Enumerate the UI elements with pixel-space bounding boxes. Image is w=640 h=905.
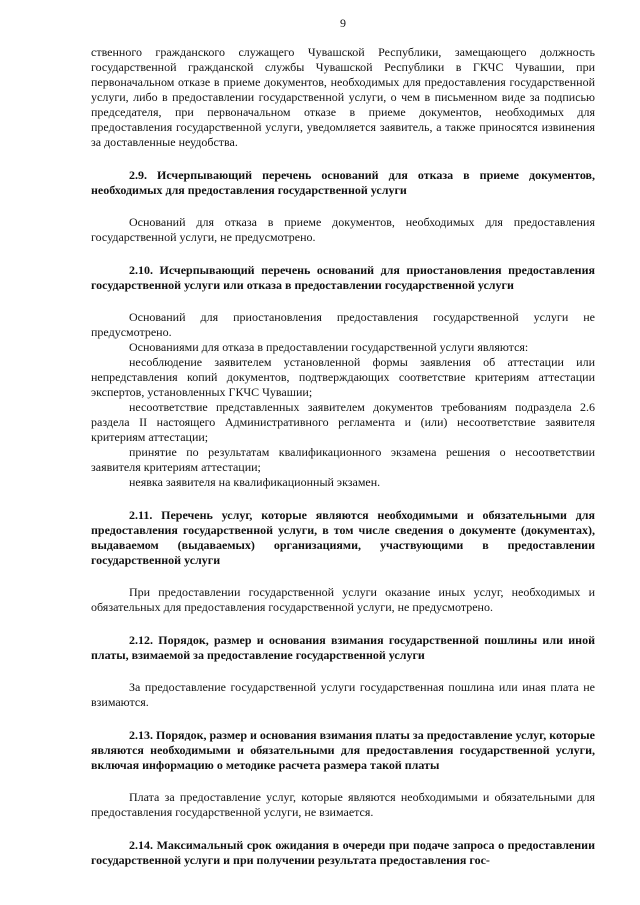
section-heading-2-12: 2.12. Порядок, размер и основания взимания государственной пошлины или иной платы, взимаемой за предоставление государственной услуги [91, 633, 595, 662]
section-2-10-paragraph: неявка заявителя на квалификационный экзамен. [129, 475, 381, 489]
section-2-10-paragraph: Оснований для приостановления предоставления государственной услуги не предусмотрено. [91, 310, 595, 339]
section-2-9-paragraph: Оснований для отказа в приеме документов, необходимых для предоставления государственной услуги, не предусмотрено. [91, 215, 595, 244]
section-heading-2-14: 2.14. Максимальный срок ожидания в очереди при подаче запроса о предоставлении государственной услуги и при получении результата предоставления гос- [91, 838, 595, 867]
section-heading-2-9: 2.9. Исчерпывающий перечень оснований для отказа в приеме документов, необходимых для предоставления государственной услуги [91, 168, 595, 197]
section-heading-2-10: 2.10. Исчерпывающий перечень оснований для приостановления предоставления государственной услуги или отказа в предоставлении государственной услуги [91, 263, 595, 292]
section-2-11-paragraph: При предоставлении государственной услуги оказание иных услуг, необходимых и обязательных для предоставления государственной услуги, не предусмотрено. [91, 585, 595, 614]
section-2-10-paragraph: принятие по результатам квалификационного экзамена решения о несоответствии заявителя критериям аттестации; [91, 445, 595, 474]
section-heading-2-11: 2.11. Перечень услуг, которые являются необходимыми и обязательными для предоставления государственной услуги, в том числе сведения о документе (документах), выдаваемом (выдаваемых) организациями, участвующими в предоставлении государственной услуги [91, 508, 595, 567]
intro-paragraph: ственного гражданского служащего Чувашской Республики, замещающего должность государственной гражданской службы Чувашской Республики в ГКЧС Чувашии, при первоначальном отказе в приеме документов, необходимых для предоставления государственной услуги, либо в предоставлении государственной услуги, о чем в письменном виде за подписью председателя, при первоначальном отказе в приеме документов, необходимых для предоставления государственной услуги, уведомляется заявитель, а также приносятся извинения за доставленные неудобства. [91, 45, 595, 149]
section-heading-2-13: 2.13. Порядок, размер и основания взимания платы за предоставление услуг, которые являются необходимыми и обязательными для предоставления государственной услуги, включая информацию о методике расчета размера такой платы [91, 728, 595, 772]
section-2-12-paragraph: За предоставление государственной услуги государственная пошлина или иная плата не взимаются. [91, 680, 595, 709]
section-2-13-paragraph: Плата за предоставление услуг, которые являются необходимыми и обязательными для предоставления государственной услуги, не взимается. [91, 790, 595, 819]
page-number: 9 [340, 16, 346, 30]
section-2-10-paragraph: несоблюдение заявителем установленной формы заявления об аттестации или непредставления копий документов, подтверждающих соответствие критериям аттестации экспертов, установленных ГКЧС Чувашии; [91, 355, 595, 399]
document-body [91, 45, 595, 868]
section-2-10-paragraph: несоответствие представленных заявителем документов требованиям подраздела 2.6 раздела II настоящего Административного регламента и (или) несоответствие заявителя критериям аттестации; [91, 400, 595, 444]
section-2-10-paragraph: Основаниями для отказа в предоставлении государственной услуги являются: [129, 340, 529, 354]
